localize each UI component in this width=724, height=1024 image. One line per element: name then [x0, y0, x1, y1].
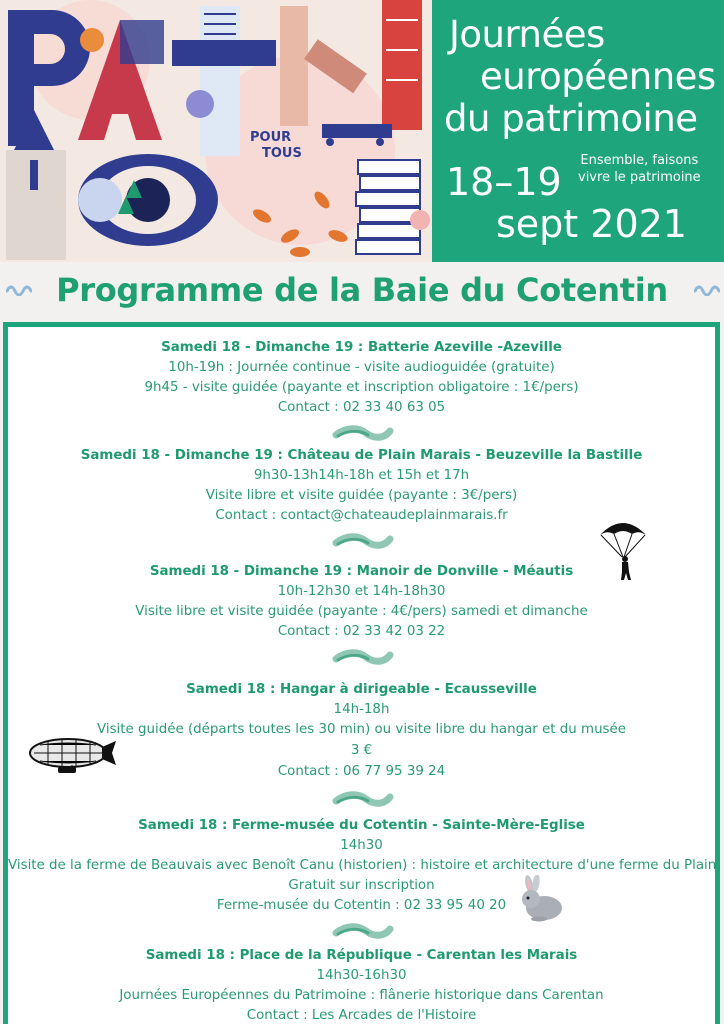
airship-icon — [28, 735, 118, 781]
event-line: 14h30-16h30 — [316, 968, 407, 983]
event-title: Samedi 18 - Dimanche 19 : Château de Plain Marais - Beuzeville la Bastille — [80, 448, 643, 463]
brushstroke-divider-icon — [332, 789, 394, 809]
event-line: Visite libre et visite guidée (payante : 4€/pers) samedi et dimanche — [135, 604, 588, 619]
event-title: Samedi 18 : Hangar à dirigeable - Ecausseville — [186, 682, 537, 697]
brushstroke-divider-icon — [332, 921, 394, 941]
event-title: Samedi 18 : Ferme-musée du Cotentin - Sainte-Mère-Eglise — [138, 818, 585, 833]
event-line: 3 € — [350, 743, 373, 758]
program-box — [3, 322, 720, 1024]
event-line: Gratuit sur inscription — [288, 878, 435, 893]
event-line: Contact : contact@chateaudeplainmarais.fr — [215, 508, 508, 523]
event-line: Visite de la ferme de Beauvais avec Benoît Canu (historien) : histoire et architecture d'une ferme du Plain — [8, 858, 717, 873]
event-line: Contact : Les Arcades de l'Histoire — [246, 1008, 477, 1023]
event-1 — [8, 338, 715, 418]
event-5 — [8, 816, 715, 916]
event-line: Visite libre et visite guidée (payante : 3€/pers) — [205, 488, 518, 503]
event-line: 14h30 — [340, 838, 383, 853]
brushstroke-divider-icon — [332, 531, 394, 551]
event-line: Ferme-musée du Cotentin : 02 33 95 40 20 — [216, 898, 507, 913]
banner — [0, 0, 724, 262]
banner-title-line-1: Journées — [449, 13, 605, 56]
banner-subtitle-line-2: vivre le patrimoine — [578, 170, 701, 185]
brushstroke-divider-icon — [332, 647, 394, 667]
squiggle-right-icon — [694, 282, 720, 296]
event-line: Contact : 06 77 95 39 24 — [277, 764, 446, 779]
banner-title-line-2: européennes — [480, 55, 716, 98]
banner-date-month-year: sept 2021 — [496, 202, 687, 246]
banner-title-line-3: du patrimoine — [444, 97, 698, 140]
event-line: 9h30-13h14h-18h et 15h et 17h — [253, 468, 470, 483]
banner-subtitle — [578, 152, 701, 186]
event-title: Samedi 18 - Dimanche 19 : Batterie Azeville -Azeville — [161, 340, 562, 355]
banner-title — [444, 14, 724, 140]
event-title: Samedi 18 : Place de la République - Carentan les Marais — [145, 948, 578, 963]
art-word-pour: POUR — [250, 130, 292, 145]
page-title: Programme de la Baie du Cotentin — [56, 271, 668, 309]
event-2 — [8, 446, 715, 526]
art-word-pat — [1, 0, 3, 1]
banner-subtitle-line-1: Ensemble, faisons — [580, 153, 699, 168]
heading-row — [0, 266, 724, 318]
banner-title-panel — [432, 0, 724, 262]
brushstroke-divider-icon — [332, 423, 394, 443]
illustration-graphic — [0, 0, 432, 262]
event-6 — [8, 946, 715, 1024]
art-word-tous: TOUS — [262, 146, 302, 161]
event-line: Visite guidée (départs toutes les 30 min) ou visite libre du hangar et du musée — [96, 722, 627, 737]
event-line: 10h-12h30 et 14h-18h30 — [277, 584, 446, 599]
event-line: 9h45 - visite guidée (payante et inscription obligatoire : 1€/pers) — [144, 380, 579, 395]
event-line: Journées Européennes du Patrimoine : flânerie historique dans Carentan — [119, 988, 604, 1003]
event-line: 14h-18h — [333, 702, 390, 717]
patrimoine-illustration — [0, 0, 432, 262]
rabbit-icon — [514, 875, 564, 923]
event-title: Samedi 18 - Dimanche 19 : Manoir de Donville - Méautis — [149, 564, 574, 579]
banner-date-days: 18–19 — [446, 160, 562, 204]
event-line: Contact : 02 33 42 03 22 — [277, 624, 446, 639]
event-line: 10h-19h : Journée continue - visite audioguidée (gratuite) — [168, 360, 555, 375]
parachutist-icon — [598, 517, 648, 581]
event-line: Contact : 02 33 40 63 05 — [277, 400, 446, 415]
